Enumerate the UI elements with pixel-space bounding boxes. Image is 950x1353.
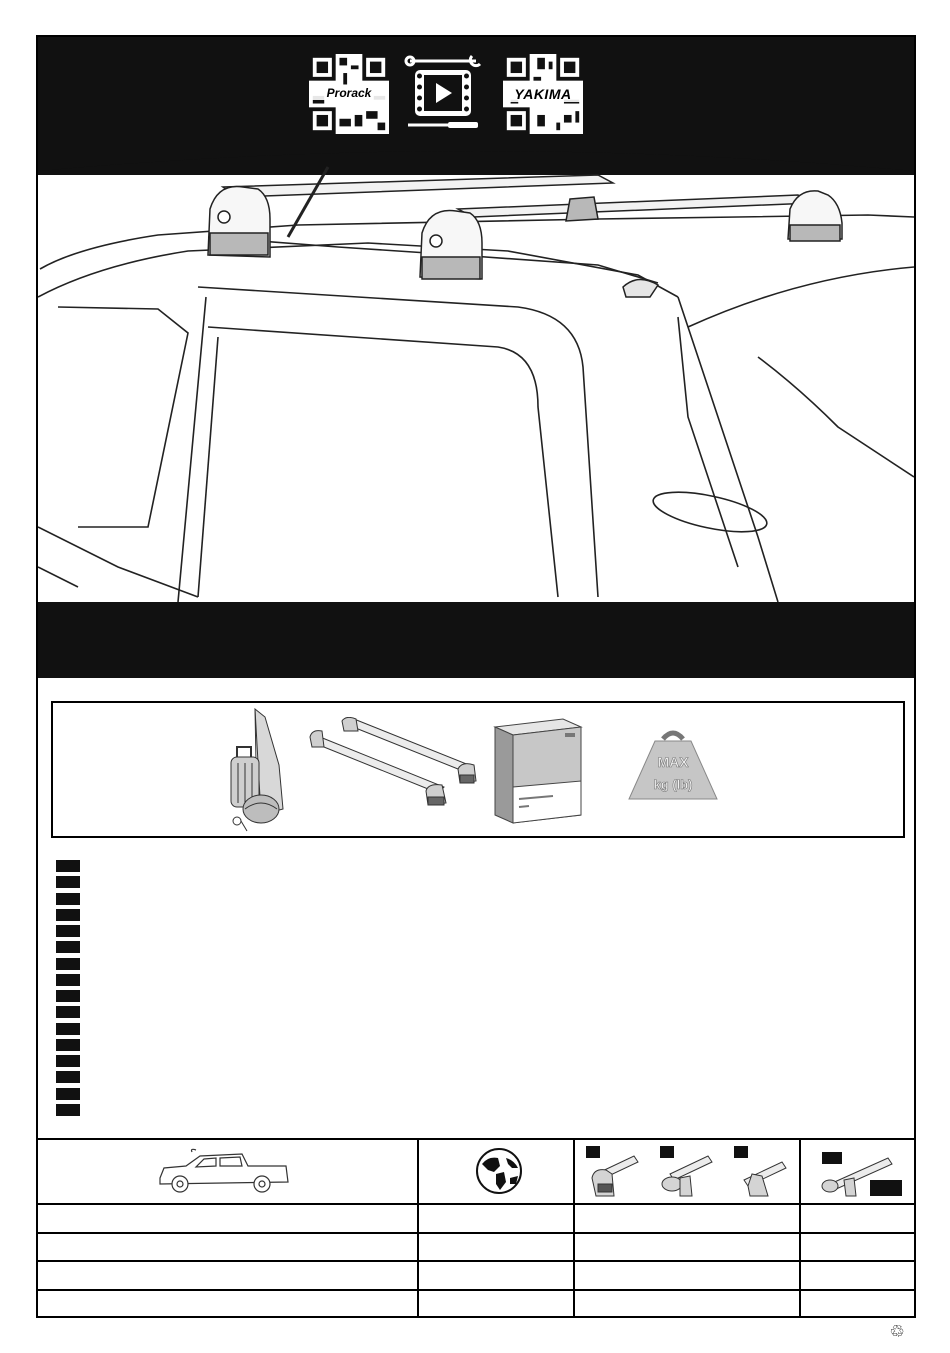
document-frame <box>36 35 916 1318</box>
fitment-table <box>38 1138 914 1318</box>
language-marker <box>56 958 80 970</box>
table-divider <box>38 1260 914 1262</box>
globe-icon <box>474 1146 524 1196</box>
foot-variants-icon <box>584 1144 798 1198</box>
table-divider <box>38 1203 914 1205</box>
pickup-truck-icon <box>156 1148 292 1196</box>
qr-code-yakima[interactable] <box>500 51 586 137</box>
table-divider <box>799 1138 801 1318</box>
language-marker <box>56 876 80 888</box>
language-marker <box>56 860 80 872</box>
table-divider <box>38 1138 914 1140</box>
qr-code-prorack[interactable] <box>306 51 392 137</box>
language-marker <box>56 909 80 921</box>
roof-bars-icon <box>308 717 478 817</box>
max-weight-icon <box>625 729 721 803</box>
language-marker <box>56 1104 80 1116</box>
table-divider <box>417 1138 419 1318</box>
title-band <box>38 602 914 678</box>
recycle-icon: ♲ <box>889 1322 905 1342</box>
table-divider <box>38 1232 914 1234</box>
language-marker <box>56 990 80 1002</box>
flush-foot-icon <box>810 1144 910 1198</box>
yakima-logo: YAKIMA <box>503 86 583 102</box>
language-marker <box>56 893 80 905</box>
language-marker <box>56 974 80 986</box>
luggage-icon <box>221 705 295 836</box>
table-divider <box>573 1138 575 1318</box>
language-marker <box>56 1071 80 1083</box>
table-divider <box>38 1289 914 1291</box>
load-info-panel <box>51 701 905 838</box>
weight-unit-label: kg (lb) <box>653 777 693 792</box>
vehicle-roof-rack-illustration <box>38 147 914 602</box>
max-label: MAX <box>657 754 689 770</box>
language-marker <box>56 1039 80 1051</box>
prorack-logo: Prorack <box>309 86 389 100</box>
language-marker <box>56 925 80 937</box>
fitting-kit-box-icon <box>493 717 583 825</box>
language-marker <box>56 1055 80 1067</box>
language-marker <box>56 1088 80 1100</box>
language-marker <box>56 941 80 953</box>
video-instructions-icon[interactable] <box>404 51 482 137</box>
language-list <box>56 860 80 1120</box>
language-marker <box>56 1023 80 1035</box>
language-marker <box>56 1006 80 1018</box>
